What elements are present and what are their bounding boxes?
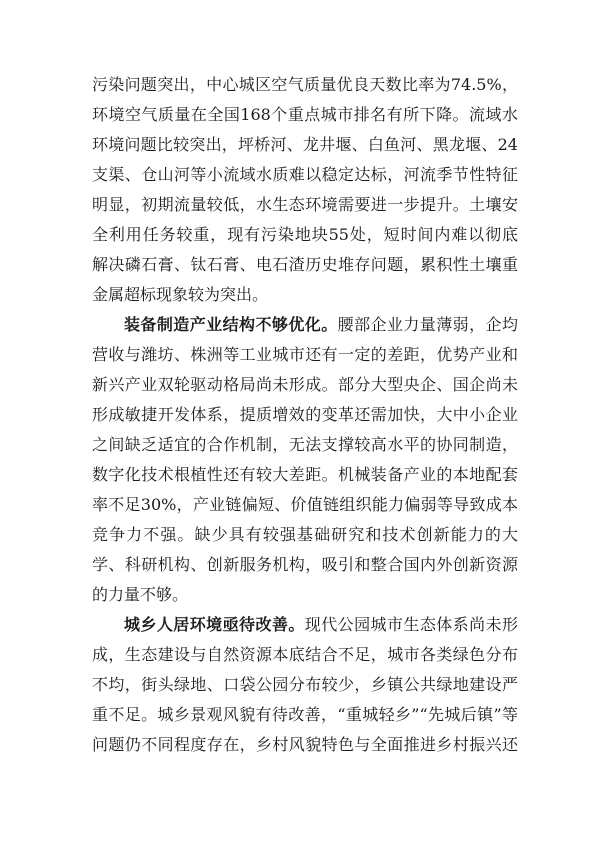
text-line: 重不足。城乡景观风貌有待改善，“重城轻乡”“先城后镇”等 <box>92 705 518 724</box>
text-line: 之间缺乏适宜的合作机制，无法支撑较高水平的协同制造， <box>92 435 518 454</box>
text-line: 支渠、仓山河等小流域水质难以稳定达标，河流季节性特征 <box>92 165 518 184</box>
text-line: 问题仍不同程度存在，乡村风貌特色与全面推进乡村振兴还 <box>92 735 518 754</box>
paragraph-first-line <box>92 310 518 340</box>
text-line: 数字化技术根植性还有较大差距。机械装备产业的本地配套 <box>92 465 518 484</box>
text-line: 不均，街头绿地、口袋公园分布较少，乡镇公共绿地建设严 <box>92 675 518 694</box>
text-line: 金属超标现象较为突出。 <box>92 285 269 304</box>
text-line: 营收与潍坊、株洲等工业城市还有一定的差距，优势产业和 <box>92 345 518 364</box>
body-text <box>92 70 518 760</box>
text-run: 腰部企业力量薄弱，企均 <box>337 315 518 334</box>
text-run: 现代公园城市生态体系尚未形 <box>304 615 518 634</box>
paragraph-manufacturing <box>92 310 518 610</box>
paragraph-living-environment <box>92 610 518 760</box>
text-line: 环境问题比较突出，坪桥河、龙井堰、白鱼河、黑龙堰、24 <box>92 135 518 154</box>
paragraph-first-line <box>92 610 518 640</box>
text-line: 环境空气质量在全国168个重点城市排名有所下降。流域水 <box>92 105 518 124</box>
text-line: 学、科研机构、创新服务机构，吸引和整合国内外创新资源 <box>92 555 518 574</box>
text-line: 率不足30%，产业链偏短、价值链组织能力偏弱等导致成本 <box>92 495 518 514</box>
text-line: 明显，初期流量较低，水生态环境需要进一步提升。土壤安 <box>92 195 518 214</box>
paragraph-pollution <box>92 70 518 310</box>
paragraph-heading: 装备制造产业结构不够优化。 <box>124 315 338 334</box>
text-line: 全利用任务较重，现有污染地块55处，短时间内难以彻底 <box>92 225 518 244</box>
text-line: 新兴产业双轮驱动格局尚未形成。部分大型央企、国企尚未 <box>92 375 518 394</box>
text-line: 的力量不够。 <box>92 585 189 604</box>
text-line: 解决磷石膏、钛石膏、电石渣历史堆存问题，累积性土壤重 <box>92 255 518 274</box>
text-line: 污染问题突出，中心城区空气质量优良天数比率为74.5%， <box>92 75 518 94</box>
text-line: 竞争力不强。缺少具有较强基础研究和技术创新能力的大 <box>92 525 518 544</box>
paragraph-heading: 城乡人居环境亟待改善。 <box>124 615 305 634</box>
text-line: 形成敏捷开发体系，提质增效的变革还需加快，大中小企业 <box>92 405 518 424</box>
text-line: 成，生态建设与自然资源本底结合不足，城市各类绿色分布 <box>92 645 518 664</box>
